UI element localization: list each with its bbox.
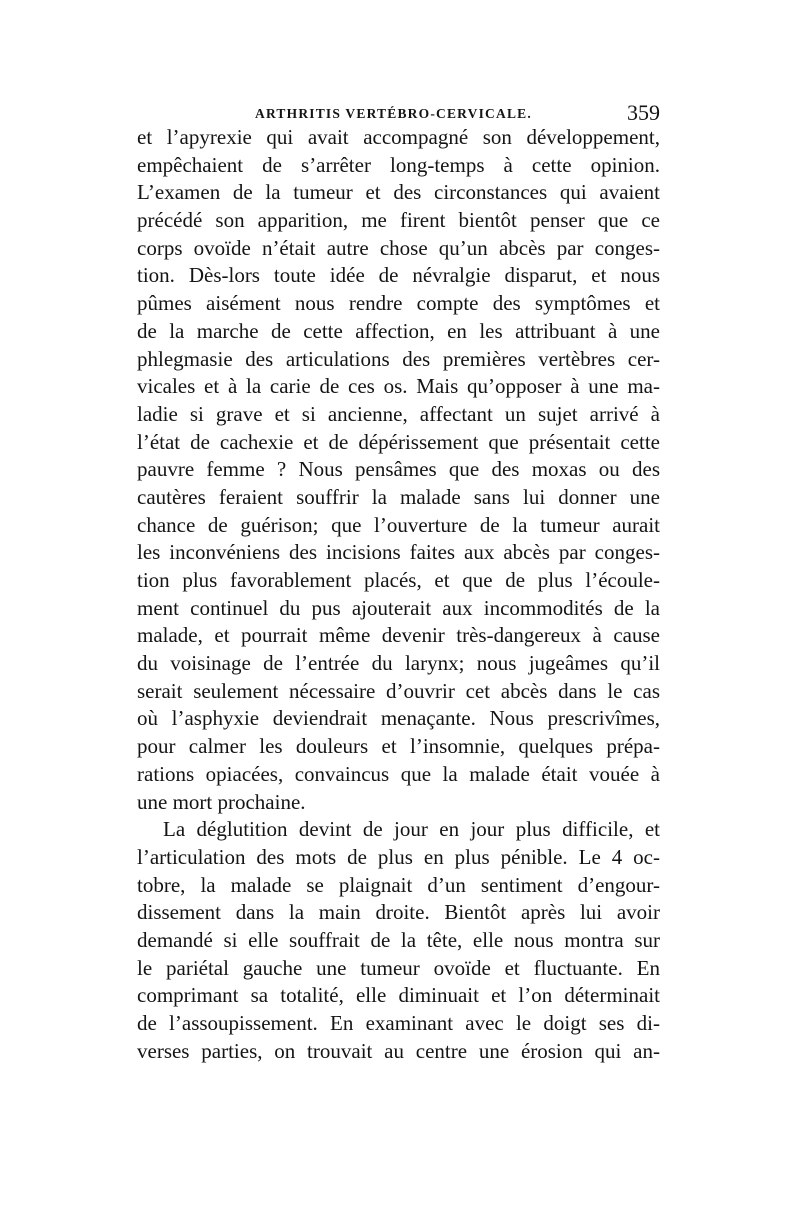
text-line: chance de guérison; que l’ouverture de la tumeur aurait: [137, 512, 660, 537]
text-line: ladie si grave et si ancienne, affectant un sujet arrivé à: [137, 401, 660, 426]
text-line: l’articulation des mots de plus en plus pénible. Le 4 oc-: [137, 844, 660, 869]
text-line: phlegmasie des articulations des premières vertèbres cer-: [137, 346, 660, 371]
text-line: vicales et à la carie de ces os. Mais qu’opposer à une ma-: [137, 374, 660, 399]
body-text: [137, 124, 660, 1065]
text-line: corps ovoïde n’était autre chose qu’un abcès par conges-: [137, 235, 660, 260]
text-line: pûmes aisément nous rendre compte des symptômes et: [137, 291, 660, 316]
text-line: pour calmer les douleurs et l’insomnie, quelques prépa-: [137, 734, 660, 759]
text-line: les inconvéniens des incisions faites aux abcès par conges-: [137, 540, 660, 565]
text-line: et l’apyrexie qui avait accompagné son développement,: [137, 125, 660, 149]
paragraph-end-line: une mort prochaine.: [137, 789, 306, 814]
text-line: tobre, la malade se plaignait d’un sentiment d’engour-: [137, 872, 660, 897]
paragraph-start-line: La déglutition devint de jour en jour plus difficile, et: [163, 817, 660, 842]
text-line: du voisinage de l’entrée du larynx; nous jugeâmes qu’il: [137, 651, 660, 676]
text-line: l’état de cachexie et de dépérissement que présentait cette: [137, 429, 660, 454]
text-line: où l’asphyxie deviendrait menaçante. Nous prescrivîmes,: [137, 706, 660, 731]
text-line: ment continuel du pus ajouterait aux incommodités de la: [137, 595, 660, 620]
running-title: ARTHRITIS VERTÉBRO-CERVICALE.: [255, 106, 532, 121]
text-line: demandé si elle souffrait de la tête, elle nous montra sur: [137, 927, 660, 952]
text-line: de l’assoupissement. En examinant avec le doigt ses di-: [137, 1011, 660, 1035]
text-line: comprimant sa totalité, elle diminuait et l’on déterminait: [137, 983, 660, 1008]
text-line: tion plus favorablement placés, et que de plus l’écoule-: [137, 568, 660, 592]
text-line: dissement dans la main droite. Bientôt après lui avoir: [137, 900, 660, 925]
text-line: de la marche de cette affection, en les attribuant à une: [137, 318, 660, 343]
text-line: rations opiacées, convaincus que la malade était vouée à: [137, 761, 660, 786]
page-number: 359: [627, 100, 660, 125]
text-line: le pariétal gauche une tumeur ovoïde et fluctuante. En: [137, 955, 660, 980]
text-line: malade, et pourrait même devenir très-dangereux à cause: [137, 623, 660, 648]
text-line: serait seulement nécessaire d’ouvrir cet abcès dans le cas: [137, 678, 660, 703]
text-line: cautères feraient souffrir la malade sans lui donner une: [137, 484, 660, 509]
text-line: verses parties, on trouvait au centre une érosion qui an-: [137, 1038, 660, 1063]
text-line: empêchaient de s’arrêter long-temps à cette opinion.: [137, 152, 660, 177]
text-line: L’examen de la tumeur et des circonstances qui avaient: [137, 180, 660, 205]
text-line: précédé son apparition, me firent bientôt penser que ce: [137, 208, 660, 233]
text-line: tion. Dès-lors toute idée de névralgie disparut, et nous: [137, 263, 660, 288]
text-line: pauvre femme ? Nous pensâmes que des moxas ou des: [137, 457, 660, 482]
